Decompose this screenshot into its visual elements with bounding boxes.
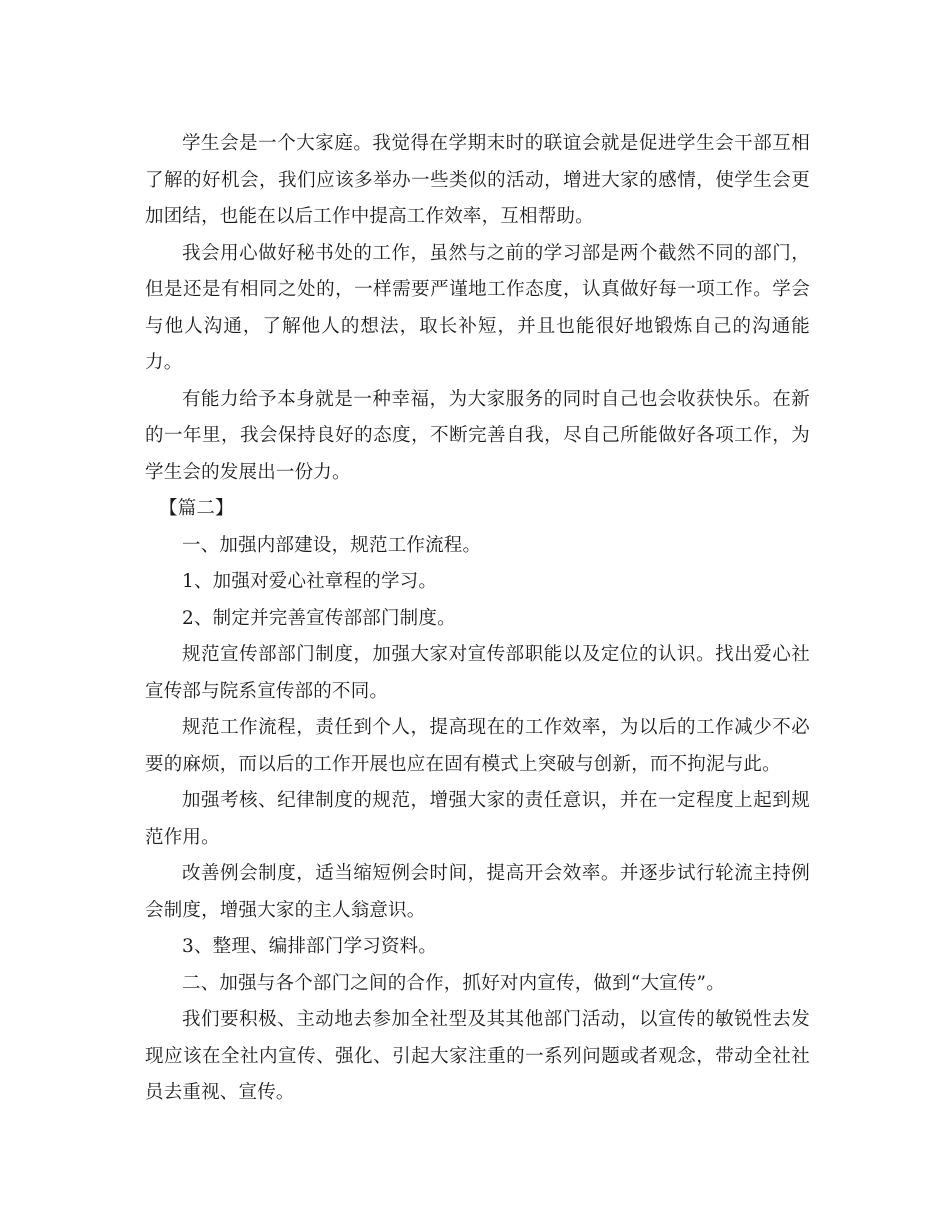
paragraph-section-one-title: 一、加强内部建设，规范工作流程。 xyxy=(182,534,482,556)
paragraph-10: 加强考核、纪律制度的规范，增强大家的责任意识，并在一定程度上起到规范作用。 xyxy=(145,790,810,848)
paragraph-3: 有能力给予本身就是一种幸福，为大家服务的同时自己也会收获快乐。在新的一年里，我会保持良好的态度，不断完善自我，尽自己所能做好各项工作，为学生会的发展出一份力。 xyxy=(145,388,810,483)
paragraph-8: 规范宣传部部门制度，加强大家对宣传部职能以及定位的认识。找出爱心社宣传部与院系宣传部的不同。 xyxy=(145,644,810,702)
document-body xyxy=(145,126,810,1112)
paragraph-2: 我会用心做好秘书处的工作，虽然与之前的学习部是两个截然不同的部门，但是还是有相同之处的，一样需要严谨地工作态度，认真做好每一项工作。学会与他人沟通，了解他人的想法，取长补短，并且也能很好地锻炼自己的沟通能力。 xyxy=(145,242,810,373)
section-heading: 【篇二】 xyxy=(159,498,234,519)
paragraph-item-2: 2、制定并完善宣传部部门制度。 xyxy=(182,607,456,629)
paragraph-item-1: 1、加强对爱心社章程的学习。 xyxy=(182,571,438,592)
paragraph-9: 规范工作流程，责任到个人，提高现在的工作效率，为以后的工作减少不必要的麻烦，而以后的工作开展也应在固有模式上突破与创新，而不拘泥与此。 xyxy=(145,717,810,775)
paragraph-1: 学生会是一个大家庭。我觉得在学期末时的联谊会就是促进学生会干部互相了解的好机会，我们应该多举办一些类似的活动，增进大家的感情，使学生会更加团结，也能在以后工作中提高工作效率，互相帮助。 xyxy=(145,133,810,227)
paragraph-11: 改善例会制度，适当缩短例会时间，提高开会效率。并逐步试行轮流主持例会制度，增强大家的主人翁意识。 xyxy=(145,863,810,921)
paragraph-item-3: 3、整理、编排部门学习资料。 xyxy=(182,936,438,957)
paragraph-14: 我们要积极、主动地去参加全社型及其其他部门活动，以宣传的敏锐性去发现应该在全社内宣传、强化、引起大家注重的一系列问题或者观念，带动全社社员去重视、宣传。 xyxy=(145,1009,810,1103)
paragraph-section-two-title: 二、加强与各个部门之间的合作，抓好对内宣传，做到“大宣传”。 xyxy=(182,972,725,994)
